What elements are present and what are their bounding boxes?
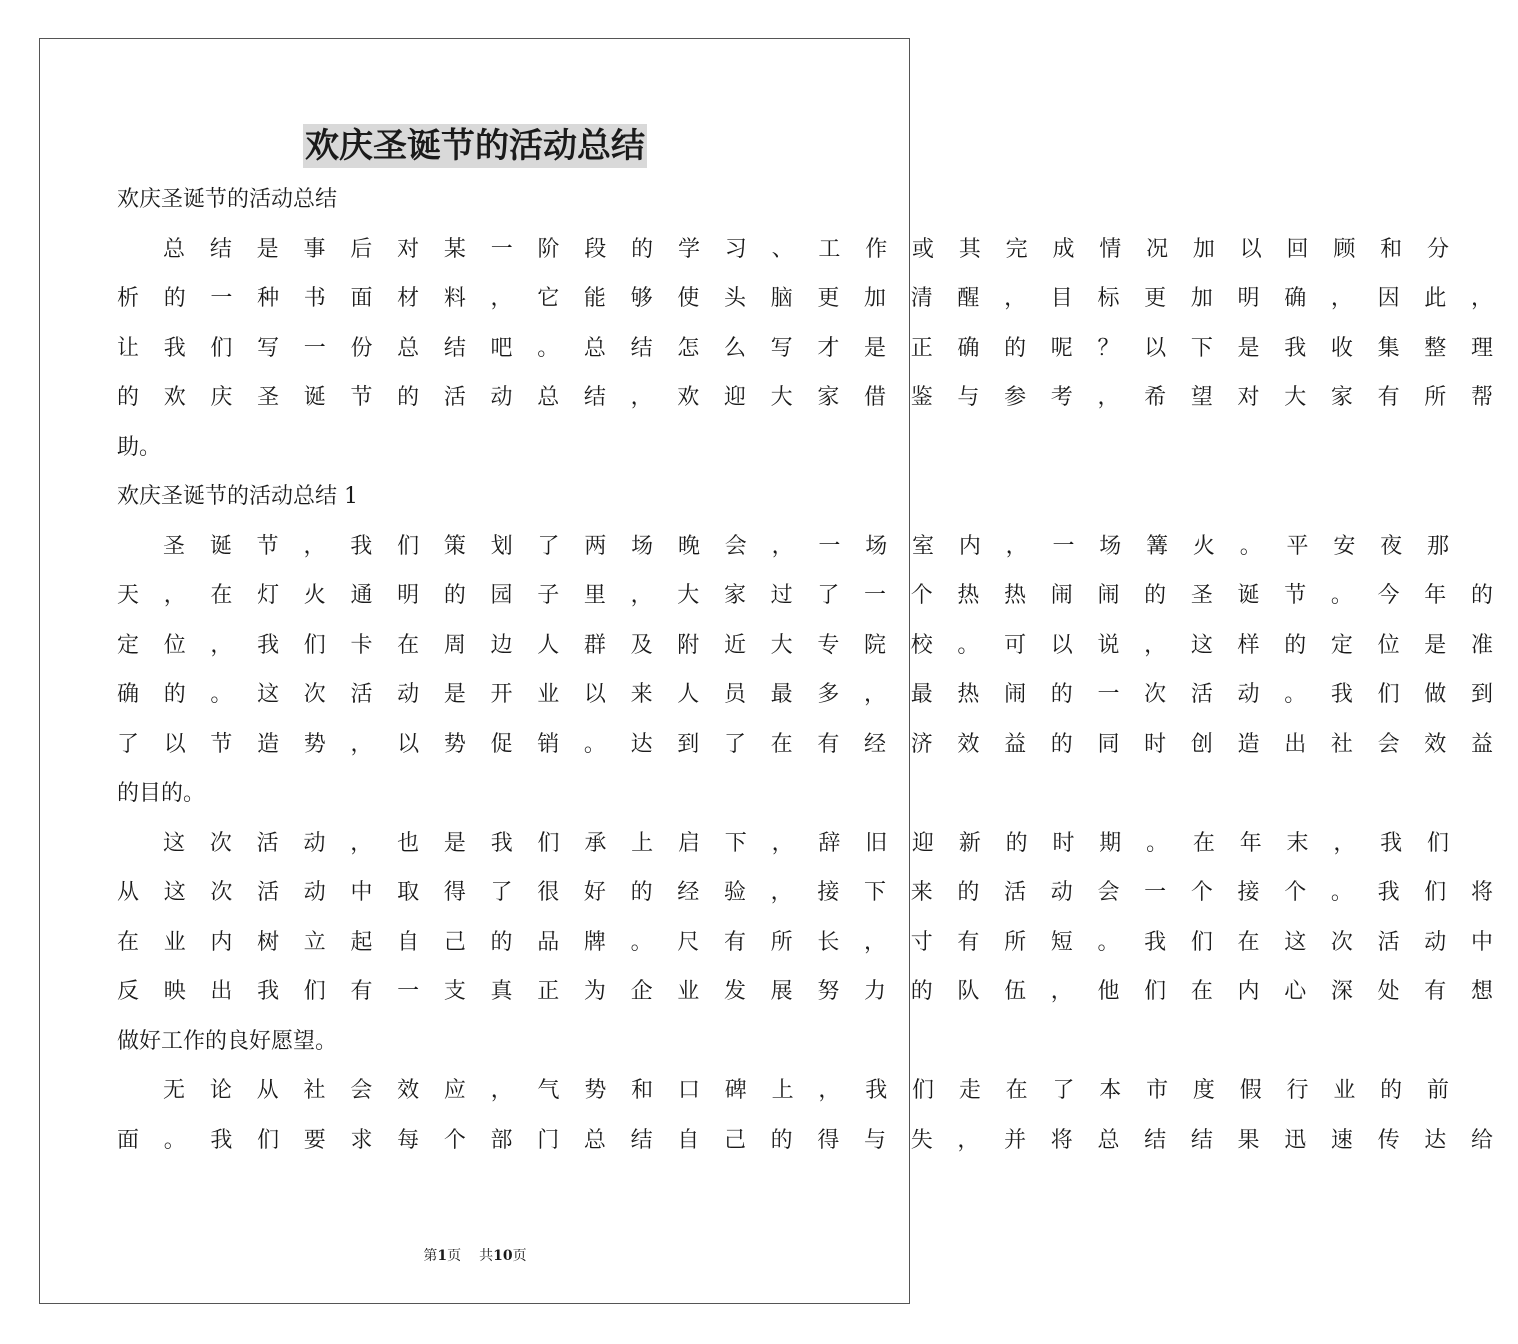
body-line: [117, 1017, 833, 1067]
body-line: [117, 324, 1518, 374]
body-line: [117, 274, 1518, 324]
body-line: [117, 1116, 1518, 1166]
line-text: 这次活动，也是我们承上启下，辞旧迎新的时期。在年末，我们: [163, 830, 1474, 856]
line-text: 的欢庆圣诞节的活动总结，欢迎大家借鉴与参考，希望对大家有所帮: [117, 385, 1518, 410]
line-text: 确的。这次活动是开业以来人员最多，最热闹的一次活动。我们做到: [117, 682, 1518, 707]
body-line: [117, 175, 833, 225]
body-line: [117, 670, 1518, 720]
title-wrap: [0, 124, 950, 168]
line-text: 无论从社会效应，气势和口碑上，我们走在了本市度假行业的前: [163, 1078, 1474, 1103]
line-text: 做好工作的良好愿望。: [117, 1028, 338, 1054]
footer-page-prefix: 第: [423, 1248, 438, 1264]
line-text: 总结是事后对某一阶段的学习、工作或其完成情况加以回顾和分: [163, 236, 1474, 262]
line-text: 析的一种书面材料，它能够使头脑更加清醒，目标更加明确，因此，: [117, 286, 1518, 311]
document-title: 欢庆圣诞节的活动总结: [305, 126, 645, 166]
line-text: 了以节造势，以势促销。达到了在有经济效益的同时创造出社会效益: [117, 731, 1518, 757]
footer-total-prefix: 共: [479, 1248, 494, 1264]
body-line: [117, 819, 1474, 869]
line-text: 定位，我们卡在周边人群及附近大专院校。可以说，这样的定位是准: [117, 632, 1518, 658]
line-text: 反映出我们有一支真正为企业发展努力的队伍，他们在内心深处有想: [117, 979, 1518, 1004]
line-text: 圣诞节，我们策划了两场晚会，一场室内，一场篝火。平安夜那: [163, 533, 1474, 559]
line-text: 的目的。: [117, 781, 206, 806]
footer-total-number: 10: [493, 1248, 513, 1264]
line-text: 让我们写一份总结吧。总结怎么写才是正确的呢？以下是我收集整理: [117, 335, 1518, 361]
body-line: [117, 769, 833, 819]
page-footer: [0, 1246, 950, 1266]
line-text: 从这次活动中取得了很好的经验，接下来的活动会一个接个。我们将: [117, 880, 1518, 905]
body-line: [117, 373, 1518, 423]
body-line: [117, 720, 1518, 770]
body-line: [117, 225, 1474, 275]
line-text: 面。我们要求每个部门总结自己的得与失，并将总结结果迅速传达给: [117, 1127, 1518, 1153]
line-text: 在业内树立起自己的品牌。尺有所长，寸有所短。我们在这次活动中: [117, 929, 1518, 955]
document-body: [117, 175, 1518, 1165]
footer-page-suffix: 页: [447, 1248, 462, 1264]
body-line: [117, 423, 833, 473]
body-line: [117, 1066, 1474, 1116]
body-line: [117, 621, 1518, 671]
line-text: 欢庆圣诞节的活动总结 1: [117, 484, 358, 509]
line-text: 欢庆圣诞节的活动总结: [117, 187, 338, 212]
body-line: [117, 918, 1518, 968]
line-text: 助。: [117, 434, 162, 460]
body-line: [117, 472, 833, 522]
footer-total-suffix: 页: [512, 1248, 527, 1264]
footer-page-number: 1: [437, 1248, 448, 1264]
line-text: 天，在灯火通明的园子里，大家过了一个热热闹闹的圣诞节。今年的: [117, 583, 1518, 608]
body-line: [117, 522, 1474, 572]
body-line: [117, 571, 1518, 621]
body-line: [117, 868, 1518, 918]
body-line: [117, 967, 1518, 1017]
